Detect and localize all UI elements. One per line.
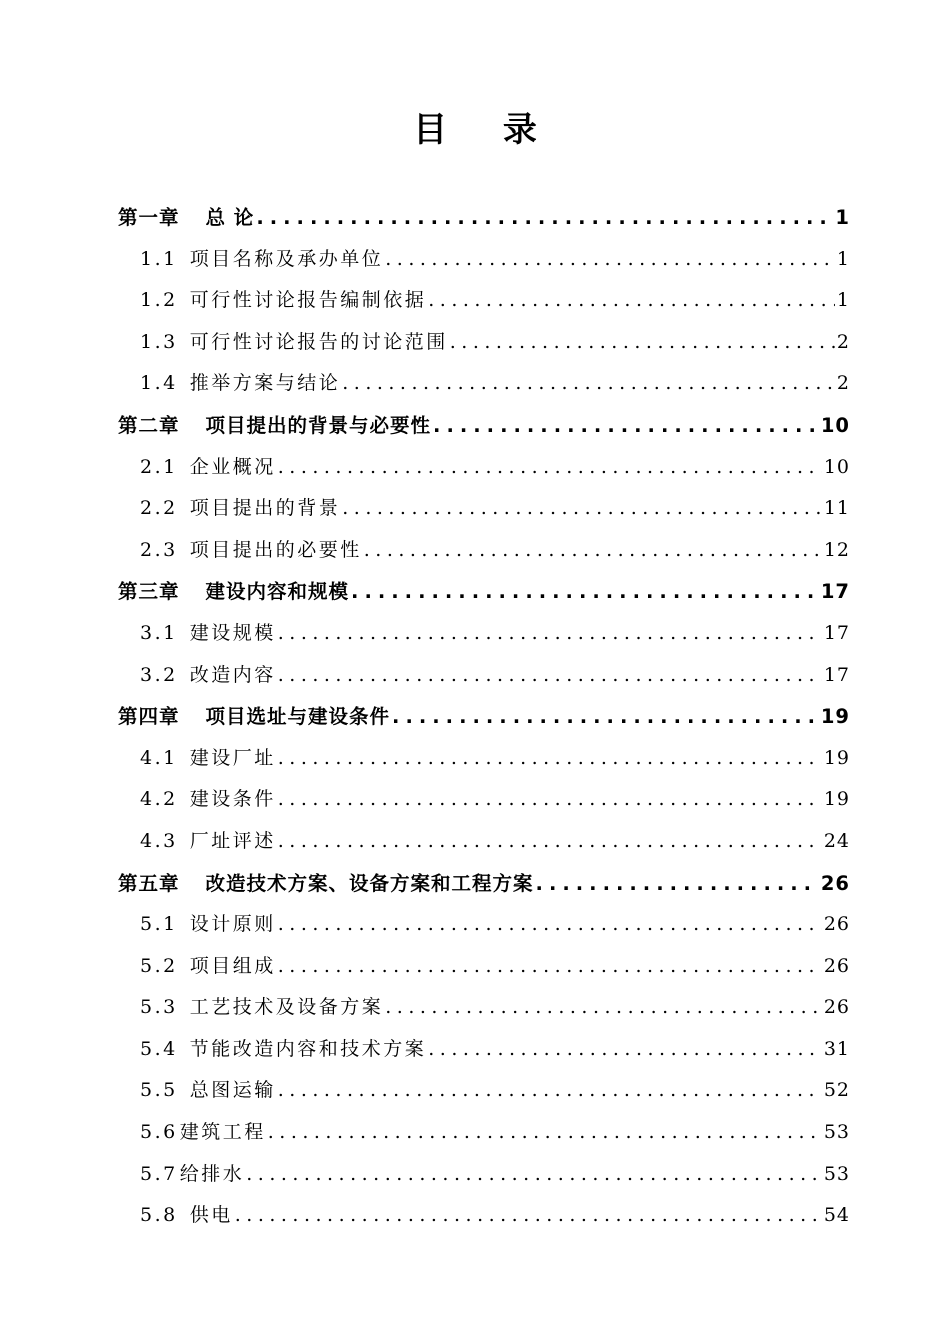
dot-leader — [278, 1070, 822, 1112]
toc-entry-number: 5.6 — [140, 1121, 178, 1144]
table-of-contents — [118, 197, 850, 1237]
toc-entry-title: 给排水 — [179, 1162, 245, 1185]
toc-entry-title: 建设条件 — [189, 788, 276, 811]
toc-section-entry[interactable] — [118, 1070, 850, 1112]
toc-page-number: 1 — [836, 247, 850, 270]
toc-entry-number: 5.2 — [140, 954, 178, 977]
toc-page-number: 2 — [836, 330, 850, 353]
dot-leader — [536, 863, 819, 905]
dot-leader — [433, 405, 819, 447]
toc-entry-title: 建设厂址 — [189, 746, 276, 769]
toc-page-number: 53 — [823, 1162, 850, 1185]
toc-entry-number: 1.2 — [140, 289, 178, 312]
toc-entry-title: 总图运输 — [189, 1079, 276, 1102]
toc-entry-number: 第四章 — [118, 705, 180, 729]
toc-page-number: 24 — [823, 829, 850, 852]
dot-leader — [278, 655, 822, 697]
toc-entry-number: 5.1 — [140, 913, 178, 936]
toc-chapter-entry[interactable] — [118, 863, 850, 905]
toc-entry-number: 1.1 — [140, 247, 178, 270]
toc-page-number: 26 — [823, 913, 850, 936]
toc-entry-number: 第一章 — [118, 206, 180, 229]
toc-section-entry[interactable] — [118, 363, 850, 405]
toc-entry-title: 改造内容 — [189, 663, 276, 686]
toc-entry-number: 5.4 — [140, 1037, 178, 1060]
toc-section-entry[interactable] — [118, 779, 850, 821]
toc-entry-title: 项目选址与建设条件 — [205, 705, 391, 729]
toc-entry-title: 企业概况 — [189, 455, 276, 478]
toc-section-entry[interactable] — [118, 488, 850, 530]
toc-entry-title: 工艺技术及设备方案 — [189, 996, 384, 1019]
toc-section-entry[interactable] — [118, 239, 850, 281]
toc-entry-title: 建设规模 — [189, 621, 276, 644]
toc-section-entry[interactable] — [118, 322, 850, 364]
toc-section-entry[interactable] — [118, 447, 850, 489]
toc-section-entry[interactable] — [118, 530, 850, 572]
toc-entry-title: 设计原则 — [189, 913, 276, 936]
toc-page-number: 2 — [836, 372, 850, 395]
toc-entry-number: 1.4 — [140, 372, 178, 395]
dot-leader — [385, 987, 822, 1029]
toc-entry-number: 2.3 — [140, 538, 178, 561]
dot-leader — [246, 1154, 822, 1196]
toc-page-number: 26 — [820, 871, 850, 895]
dot-leader — [278, 613, 822, 655]
toc-page-number: 10 — [820, 413, 850, 437]
toc-page-number: 19 — [820, 705, 850, 729]
toc-entry-title: 项目提出的背景 — [189, 497, 341, 520]
toc-entry-number: 第二章 — [118, 413, 180, 437]
dot-leader — [364, 530, 822, 572]
toc-section-entry[interactable] — [118, 987, 850, 1029]
dot-leader — [268, 1112, 822, 1154]
toc-entry-number: 第五章 — [118, 871, 180, 895]
toc-entry-number: 4.1 — [140, 746, 178, 769]
toc-page-number: 17 — [823, 663, 850, 686]
toc-entry-title: 项目提出的必要性 — [189, 538, 362, 561]
toc-page-number: 53 — [823, 1121, 850, 1144]
toc-entry-title: 项目提出的背景与必要性 — [205, 413, 432, 437]
toc-entry-number: 2.2 — [140, 497, 178, 520]
toc-section-entry[interactable] — [118, 1154, 850, 1196]
toc-section-entry[interactable] — [118, 1195, 850, 1237]
toc-page-number: 11 — [823, 497, 850, 520]
toc-entry-title: 项目名称及承办单位 — [189, 247, 384, 270]
toc-entry-number: 3.2 — [140, 663, 178, 686]
dot-leader — [235, 1195, 822, 1237]
toc-section-entry[interactable] — [118, 1029, 850, 1071]
toc-page-number: 17 — [820, 580, 850, 604]
dot-leader — [278, 738, 822, 780]
dot-leader — [278, 904, 822, 946]
toc-chapter-entry[interactable] — [118, 696, 850, 738]
toc-entry-number: 第三章 — [118, 580, 180, 604]
dot-leader — [351, 571, 819, 613]
toc-entry-number: 5.5 — [140, 1079, 178, 1102]
dot-leader — [342, 363, 835, 405]
toc-entry-title: 节能改造内容和技术方案 — [189, 1037, 427, 1060]
toc-section-entry[interactable] — [118, 738, 850, 780]
toc-entry-number: 4.3 — [140, 829, 178, 852]
toc-entry-number: 5.3 — [140, 996, 178, 1019]
dot-leader — [278, 946, 822, 988]
toc-section-entry[interactable] — [118, 904, 850, 946]
toc-entry-number: 5.8 — [140, 1204, 178, 1227]
toc-entry-title: 可行性讨论报告编制依据 — [189, 289, 427, 312]
toc-entry-title: 建筑工程 — [179, 1121, 266, 1144]
dot-leader — [392, 696, 819, 738]
toc-entry-title: 可行性讨论报告的讨论范围 — [189, 330, 448, 353]
dot-leader — [278, 447, 822, 489]
toc-entry-title: 推举方案与结论 — [189, 372, 341, 395]
dot-leader — [450, 322, 835, 364]
dot-leader — [256, 197, 833, 239]
toc-entry-title: 改造技术方案、设备方案和工程方案 — [205, 871, 534, 895]
dot-leader — [428, 280, 835, 322]
toc-page-number: 12 — [823, 538, 850, 561]
toc-chapter-entry[interactable] — [118, 571, 850, 613]
toc-chapter-entry[interactable] — [118, 405, 850, 447]
dot-leader — [428, 1029, 822, 1071]
toc-section-entry[interactable] — [118, 613, 850, 655]
toc-page-number: 19 — [823, 788, 850, 811]
toc-section-entry[interactable] — [118, 1112, 850, 1154]
toc-page-number: 10 — [823, 455, 850, 478]
toc-section-entry[interactable] — [118, 946, 850, 988]
page-title: 目 录 — [413, 110, 559, 150]
toc-section-entry[interactable] — [118, 280, 850, 322]
toc-page-number: 26 — [823, 954, 850, 977]
toc-entry-number: 1.3 — [140, 330, 178, 353]
toc-page-number: 31 — [823, 1037, 850, 1060]
toc-entry-title: 建设内容和规模 — [205, 580, 350, 604]
toc-entry-title: 项目组成 — [189, 954, 276, 977]
dot-leader — [385, 239, 835, 281]
dot-leader — [278, 779, 822, 821]
dot-leader — [278, 821, 822, 863]
toc-entry-number: 4.2 — [140, 788, 178, 811]
toc-chapter-entry[interactable] — [118, 197, 850, 239]
toc-entry-number: 3.1 — [140, 621, 178, 644]
toc-page-number: 1 — [836, 289, 850, 312]
toc-entry-number: 5.7 — [140, 1162, 178, 1185]
toc-page-number: 54 — [823, 1204, 850, 1227]
toc-page-number: 1 — [835, 206, 850, 229]
toc-entry-title: 厂址评述 — [189, 829, 276, 852]
toc-entry-title: 总 论 — [205, 206, 255, 229]
toc-entry-title: 供电 — [189, 1204, 233, 1227]
toc-page-number: 19 — [823, 746, 850, 769]
toc-entry-number: 2.1 — [140, 455, 178, 478]
toc-section-entry[interactable] — [118, 655, 850, 697]
toc-section-entry[interactable] — [118, 821, 850, 863]
toc-page-number: 52 — [823, 1079, 850, 1102]
toc-page-number: 26 — [823, 996, 850, 1019]
toc-page-number: 17 — [823, 621, 850, 644]
dot-leader — [342, 488, 822, 530]
